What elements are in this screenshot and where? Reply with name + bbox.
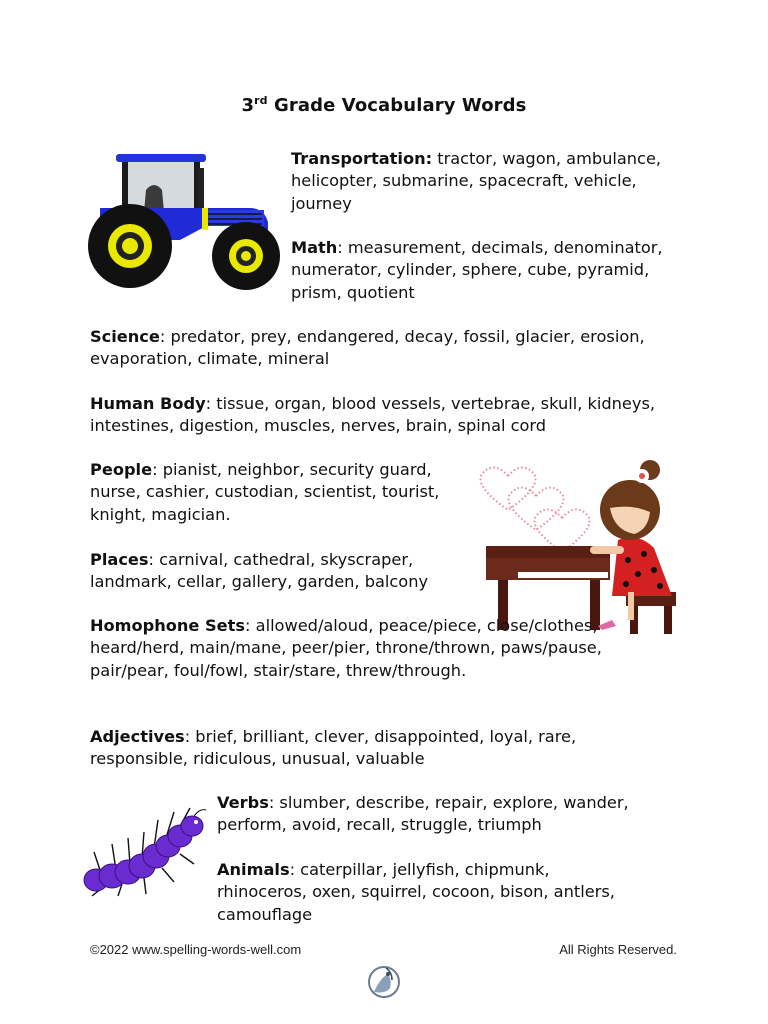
- math-label: Math: [291, 238, 338, 257]
- girl-playing-piano-illustration: [478, 456, 680, 638]
- page-title: [0, 94, 768, 116]
- section-homophones: [90, 615, 650, 682]
- section-places: [90, 549, 460, 594]
- transportation-label: Transportation:: [291, 149, 433, 168]
- title-number: 3: [241, 95, 255, 116]
- footer-copyright: ©2022 www.spelling-words-well.com: [90, 942, 302, 957]
- caterpillar-illustration: [82, 798, 212, 898]
- section-science: [90, 326, 680, 371]
- verbs-words: : slumber, describe, repair, explore, wander, perform, avoid, recall, struggle, triumph: [217, 793, 629, 835]
- homophones-label: Homophone Sets: [90, 616, 246, 635]
- math-words: : measurement, decimals, denominator, numerator, cylinder, sphere, cube, pyramid, prism, quotient: [291, 238, 663, 302]
- section-people: [90, 459, 450, 526]
- section-verbs: [217, 792, 647, 837]
- section-human-body: [90, 393, 666, 438]
- people-label: People: [90, 460, 153, 479]
- transportation-words: tractor, wagon, ambulance, helicopter, submarine, spacecraft, vehicle, journey: [291, 149, 662, 213]
- adjectives-words: : brief, brilliant, clever, disappointed, loyal, rare, responsible, ridiculous, unusual, valuable: [90, 727, 577, 769]
- human-body-label: Human Body: [90, 394, 206, 413]
- section-animals: [217, 859, 627, 926]
- human-body-words: : tissue, organ, blood vessels, vertebrae, skull, kidneys, intestines, digestion, muscles, nerves, brain, spinal cord: [90, 394, 656, 436]
- title-text: Grade Vocabulary Words: [267, 95, 527, 116]
- science-words: : predator, prey, endangered, decay, fossil, glacier, erosion, evaporation, climate, mineral: [90, 327, 645, 369]
- verbs-label: Verbs: [217, 793, 269, 812]
- site-logo-icon: [366, 962, 402, 1002]
- adjectives-label: Adjectives: [90, 727, 185, 746]
- places-label: Places: [90, 550, 149, 569]
- section-transportation: [291, 148, 681, 215]
- footer-rights: All Rights Reserved.: [559, 942, 677, 957]
- animals-words: : caterpillar, jellyfish, chipmunk, rhinoceros, oxen, squirrel, cocoon, bison, antlers, camouflage: [217, 860, 615, 924]
- tractor-illustration: [86, 150, 284, 296]
- science-label: Science: [90, 327, 160, 346]
- section-adjectives: [90, 726, 605, 771]
- homophones-words: : allowed/aloud, peace/piece, close/clothes, heard/herd, main/mane, peer/pier, throne/thrown, paws/pause, pair/pear, foul/fowl, stair/stare, threw/through.: [90, 616, 602, 680]
- section-math: [291, 237, 685, 304]
- title-superscript: rd: [254, 94, 268, 107]
- places-words: : carnival, cathedral, skyscraper, landmark, cellar, gallery, garden, balcony: [90, 550, 429, 592]
- animals-label: Animals: [217, 860, 290, 879]
- people-words: : pianist, neighbor, security guard, nurse, cashier, custodian, scientist, tourist, knight, magician.: [90, 460, 440, 524]
